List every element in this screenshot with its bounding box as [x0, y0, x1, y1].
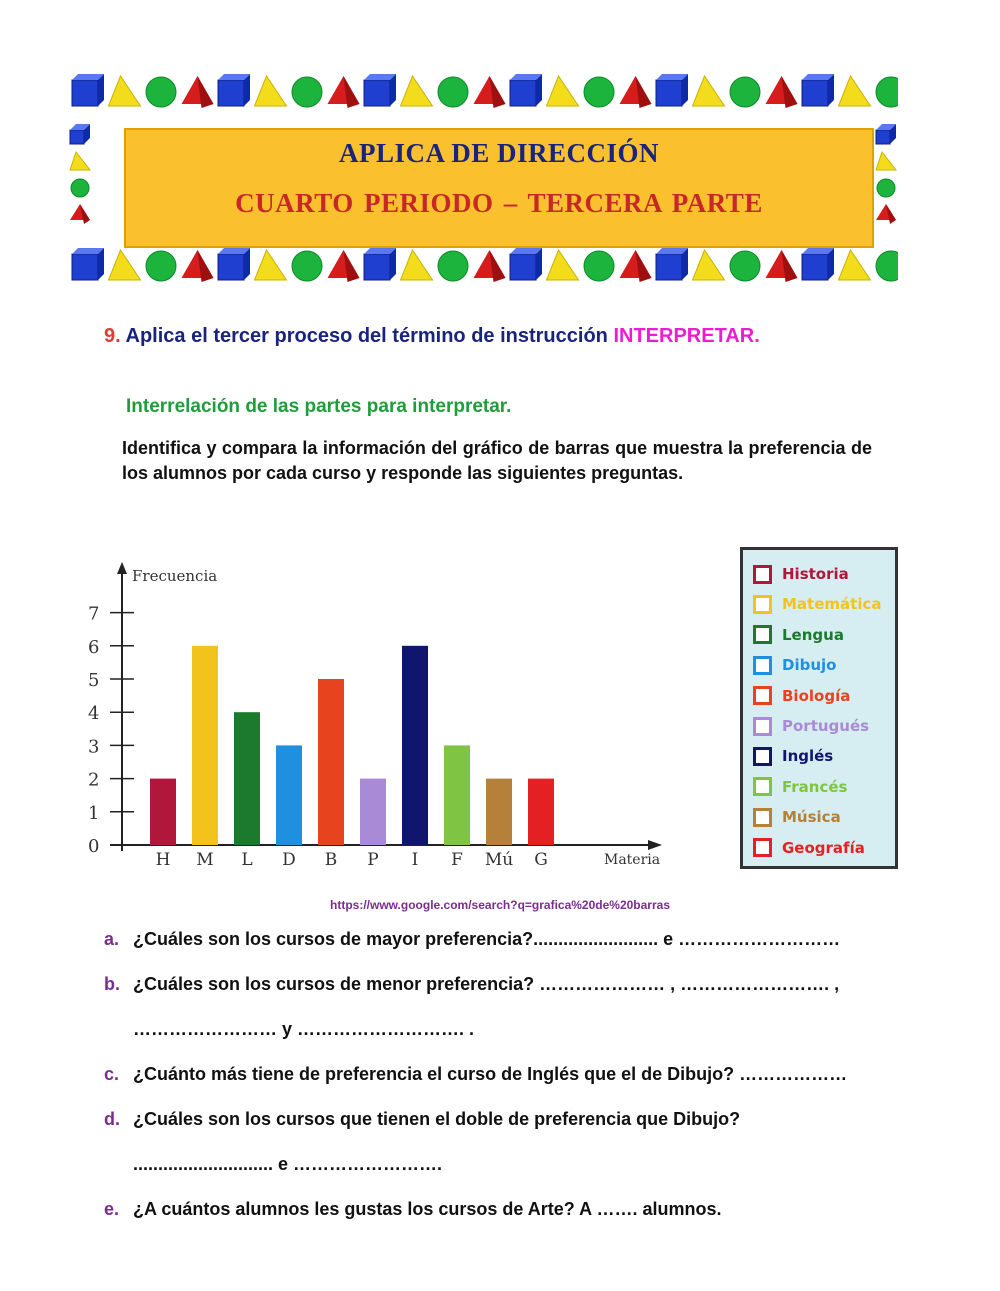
legend-item — [753, 592, 881, 616]
cone-shape — [109, 250, 141, 280]
question-b-letter: b. — [104, 974, 120, 994]
sphere-shape — [730, 77, 760, 107]
banner-subtitle: CUARTO PERIODO – TERCERA PARTE — [235, 188, 763, 218]
question-a-letter: a. — [104, 929, 120, 949]
question-keyword: INTERPRETAR. — [613, 325, 760, 347]
y-tick-label: 6 — [88, 636, 100, 658]
x-tick-label: L — [241, 850, 253, 870]
cube-shape — [802, 248, 834, 280]
pyramid-shape — [620, 250, 652, 282]
x-tick-label: D — [282, 850, 296, 870]
legend-label: Música — [782, 808, 841, 827]
instructions: Identifica y compara la información del gráfico de barras que muestra la preferencia de los alumnos por cada curso y responde las siguientes preguntas. — [122, 438, 872, 483]
cube-shape — [364, 74, 396, 106]
legend-item — [753, 623, 844, 647]
pyramid-shape — [328, 250, 360, 282]
cone-shape — [547, 76, 579, 106]
legend-swatch — [753, 565, 772, 584]
x-tick-label: P — [367, 850, 379, 870]
pyramid-shape — [876, 204, 896, 224]
cone-shape — [255, 250, 287, 280]
y-tick-label: 4 — [88, 703, 100, 725]
cube-shape — [218, 74, 250, 106]
pyramid-shape — [182, 76, 214, 108]
y-tick-label: 3 — [88, 736, 100, 758]
cube-shape — [510, 74, 542, 106]
x-axis-arrow — [648, 840, 662, 850]
legend-label: Lengua — [782, 625, 844, 644]
bar-Mú — [486, 779, 512, 845]
chart-legend — [740, 547, 898, 869]
bar-D — [276, 745, 302, 845]
legend-label: Francés — [782, 777, 848, 796]
y-tick-label: 5 — [88, 670, 100, 691]
legend-item — [753, 836, 865, 860]
pyramid-shape — [182, 250, 214, 282]
y-tick-label: 0 — [88, 836, 100, 857]
cone-shape — [693, 250, 725, 280]
bar-F — [444, 745, 470, 845]
y-tick-label: 1 — [88, 802, 100, 824]
sphere-shape — [292, 77, 322, 107]
legend-label: Dibujo — [782, 656, 837, 675]
y-tick-label: 2 — [88, 769, 100, 791]
x-tick-label: B — [324, 850, 338, 870]
question-c-letter: c. — [104, 1064, 120, 1084]
subheading: Interrelación de las partes para interpretar. — [126, 396, 512, 417]
y-tick-label: 7 — [88, 603, 100, 625]
sphere-shape — [876, 77, 898, 107]
legend-item — [753, 805, 841, 829]
cube-shape — [656, 248, 688, 280]
legend-label: Matemática — [782, 595, 882, 614]
x-tick-label: Mú — [484, 850, 514, 870]
x-tick-label: I — [411, 850, 419, 870]
y-axis-label: Frecuencia — [132, 567, 218, 585]
x-tick-label: F — [451, 850, 463, 870]
bar-B — [318, 679, 344, 845]
sphere-shape — [438, 77, 468, 107]
bar-chart — [76, 556, 676, 876]
legend-item — [753, 775, 847, 799]
bar-I — [402, 646, 428, 845]
question-text: Aplica el tercer proceso del término de instrucción — [125, 325, 608, 347]
sphere-shape — [876, 251, 898, 281]
cone-shape — [401, 76, 433, 106]
question-d-letter: d. — [104, 1109, 120, 1129]
cube-shape — [72, 74, 104, 106]
y-axis-arrow — [117, 562, 127, 574]
legend-label: Biología — [782, 686, 851, 705]
pyramid-shape — [474, 250, 506, 282]
pyramid-shape — [766, 250, 798, 282]
sphere-shape — [584, 251, 614, 281]
cube-shape — [656, 74, 688, 106]
cone-shape — [70, 152, 90, 170]
question-c: ¿Cuánto más tiene de preferencia el curso de Inglés que el de Dibujo? ……………… — [133, 1064, 848, 1084]
cube-shape — [218, 248, 250, 280]
pyramid-shape — [620, 76, 652, 108]
x-axis-label: Materia — [604, 852, 661, 868]
title-box — [124, 128, 874, 248]
pyramid-shape — [328, 76, 360, 108]
pyramid-shape — [70, 204, 90, 224]
legend-item — [753, 684, 850, 708]
cube-shape — [364, 248, 396, 280]
question-e-letter: e. — [104, 1199, 120, 1219]
cube-shape — [802, 74, 834, 106]
question-b-continued: …………………… y ………………………. . — [133, 1019, 475, 1039]
legend-swatch — [753, 717, 772, 736]
cone-shape — [401, 250, 433, 280]
banner-title: APLICA DE DIRECCIÓN — [338, 138, 660, 168]
legend-swatch — [753, 625, 772, 644]
sphere-shape — [438, 251, 468, 281]
x-tick-label: H — [155, 850, 171, 870]
cone-shape — [109, 76, 141, 106]
bar-G — [528, 779, 554, 845]
cone-shape — [839, 250, 871, 280]
cone-shape — [693, 76, 725, 106]
legend-item — [753, 714, 869, 738]
sphere-shape — [71, 179, 89, 197]
legend-label: Inglés — [782, 747, 834, 766]
question-9 — [104, 325, 760, 348]
bar-H — [150, 779, 176, 845]
legend-label: Geografía — [782, 838, 865, 857]
cone-shape — [839, 76, 871, 106]
legend-item — [753, 562, 849, 586]
question-a: ¿Cuáles son los cursos de mayor preferencia?......................... e ……………………… — [133, 929, 841, 949]
sphere-shape — [146, 251, 176, 281]
sphere-shape — [730, 251, 760, 281]
cone-shape — [255, 76, 287, 106]
legend-swatch — [753, 656, 772, 675]
cube-shape — [70, 124, 90, 144]
x-tick-label: M — [196, 850, 214, 870]
question-d-continued: ............................ e ……………………. — [133, 1154, 443, 1174]
question-e: ¿A cuántos alumnos les gustas los cursos de Arte? A ……. alumnos. — [133, 1199, 722, 1219]
sphere-shape — [146, 77, 176, 107]
pyramid-shape — [766, 76, 798, 108]
legend-swatch — [753, 686, 772, 705]
sphere-shape — [877, 179, 895, 197]
legend-label: Portugués — [782, 717, 870, 735]
cube-shape — [510, 248, 542, 280]
title-banner — [66, 66, 898, 294]
sphere-shape — [584, 77, 614, 107]
question-b: ¿Cuáles son los cursos de menor preferencia? ………………… , ……………………. , — [133, 974, 840, 994]
cone-shape — [876, 152, 896, 170]
bar-P — [360, 779, 386, 845]
legend-label: Historia — [782, 565, 849, 583]
cone-shape — [547, 250, 579, 280]
sphere-shape — [292, 251, 322, 281]
pyramid-shape — [474, 76, 506, 108]
legend-swatch — [753, 777, 772, 796]
cube-shape — [876, 124, 896, 144]
legend-swatch — [753, 838, 772, 857]
source-url: https://www.google.com/search?q=grafica%20de%20barras — [330, 898, 670, 912]
legend-item — [753, 744, 833, 768]
legend-swatch — [753, 747, 772, 766]
bar-L — [234, 712, 260, 845]
bar-M — [192, 646, 218, 845]
legend-item — [753, 653, 836, 677]
question-d: ¿Cuáles son los cursos que tienen el doble de preferencia que Dibujo? — [133, 1109, 741, 1129]
question-number: 9. — [104, 325, 121, 347]
legend-swatch — [753, 808, 772, 827]
x-tick-label: G — [534, 850, 548, 870]
cube-shape — [72, 248, 104, 280]
legend-swatch — [753, 595, 772, 614]
